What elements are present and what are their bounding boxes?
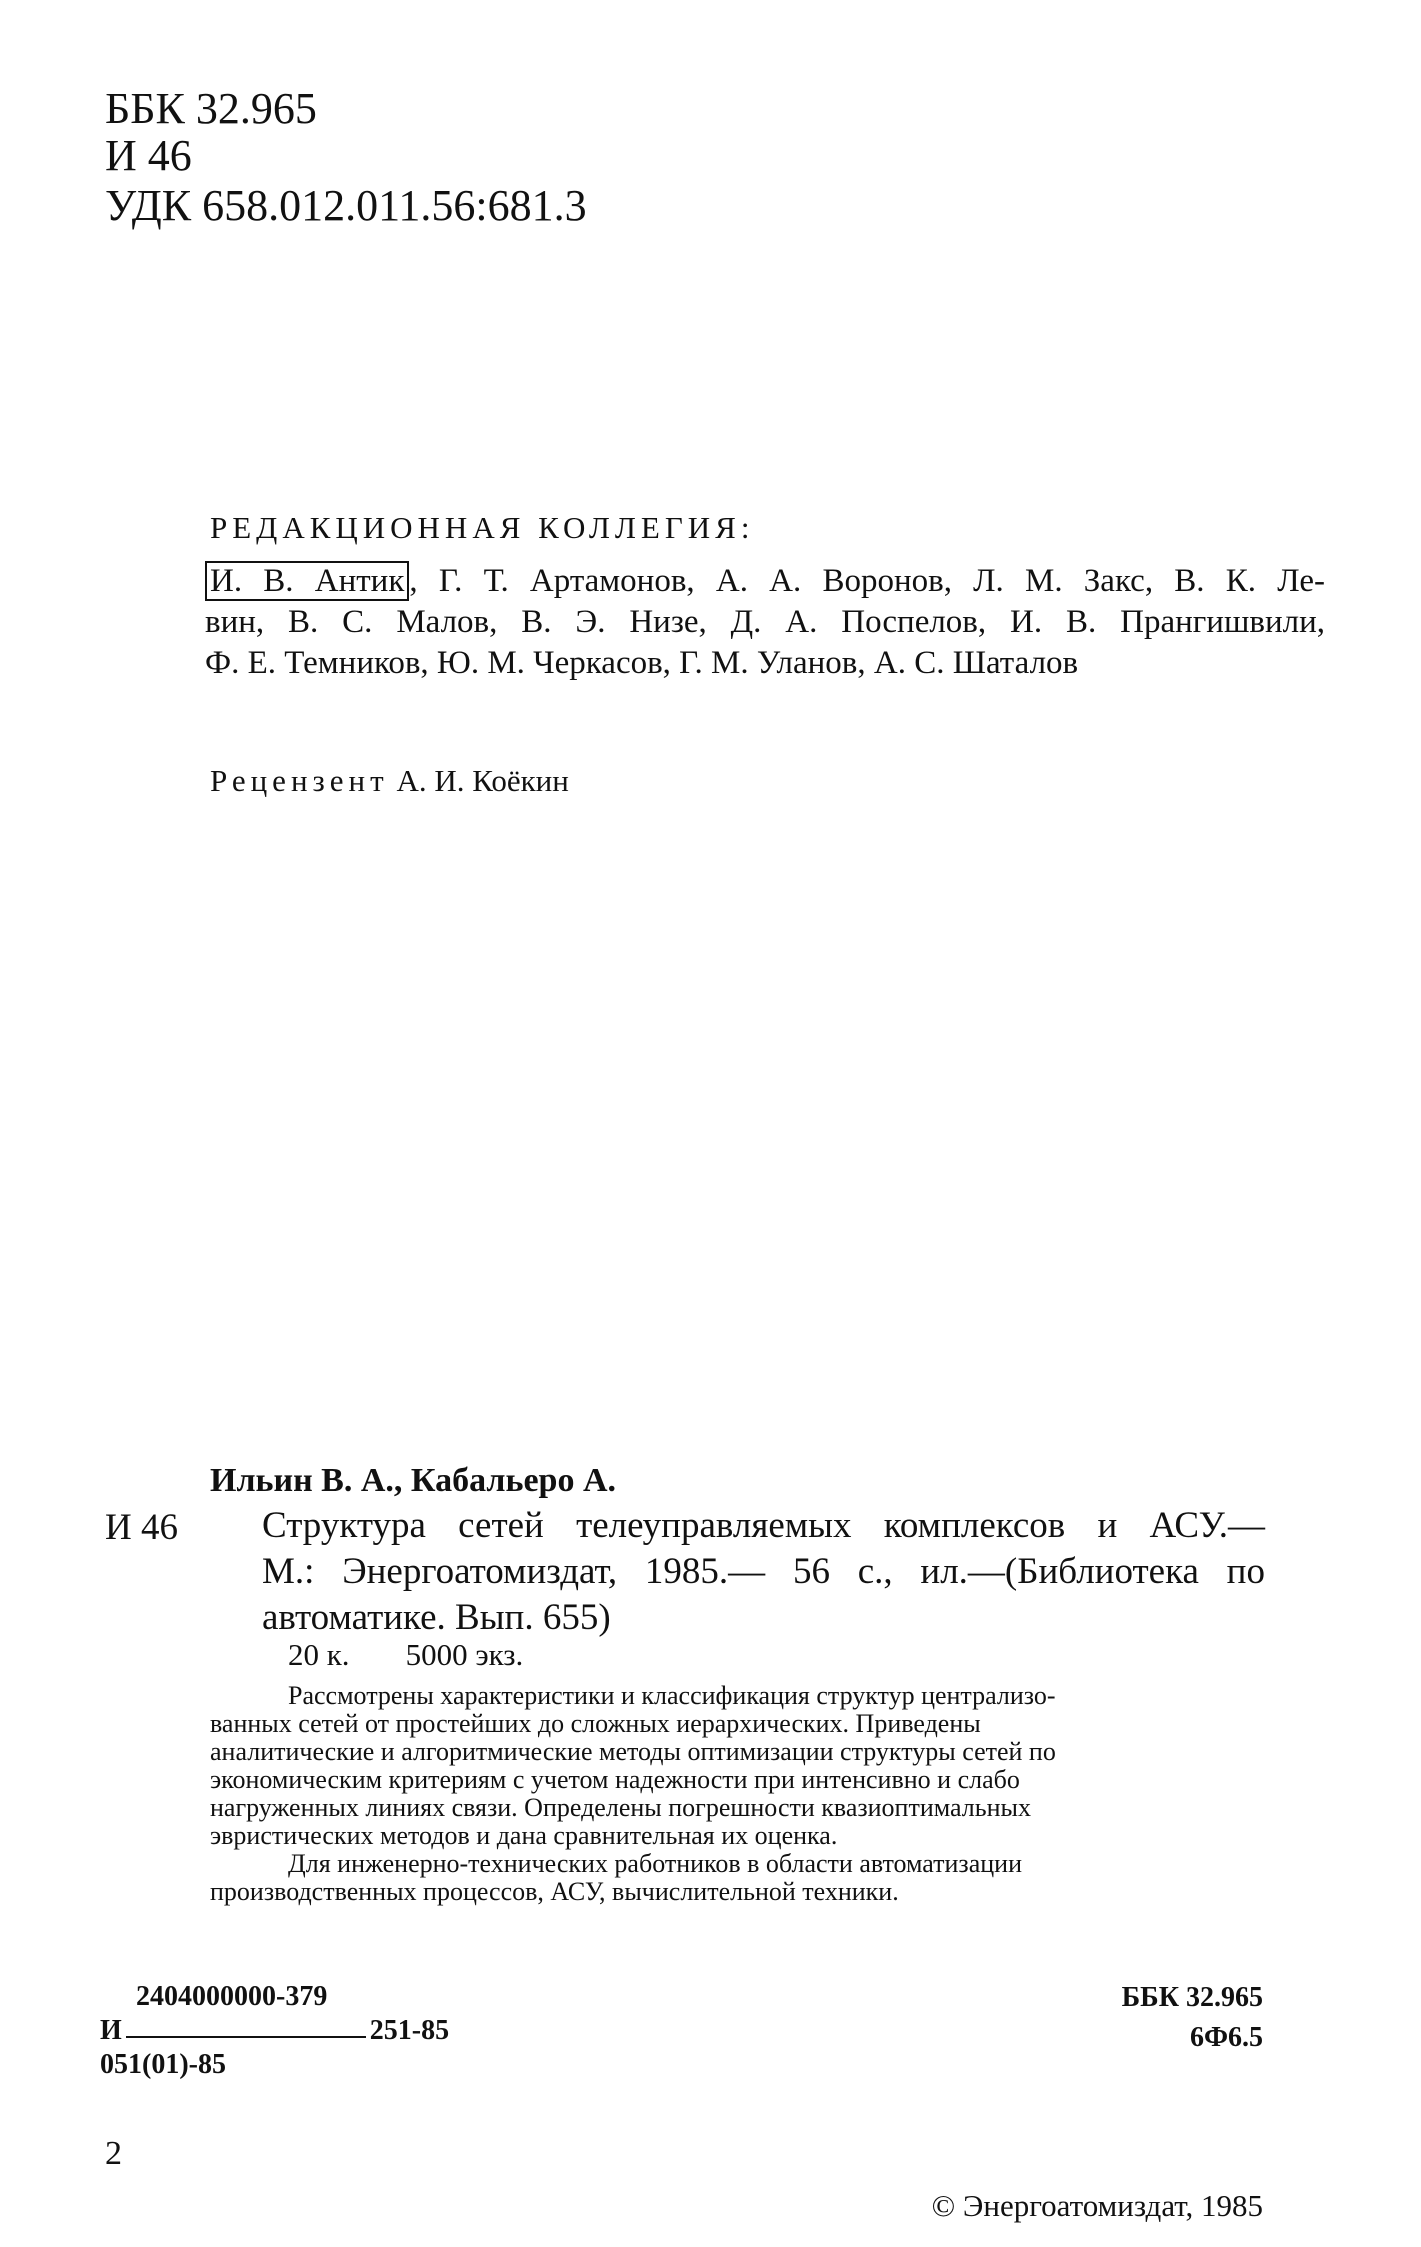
title-line-1: Структура сетей телеуправляемых комплексов и АСУ.— bbox=[262, 1505, 1265, 1546]
abstract-line: эвристических методов и дана сравнительная их оценка. bbox=[210, 1821, 838, 1850]
title-line-2: М.: Энергоатомиздат, 1985.— 56 с., ил.—(Библиотека по bbox=[262, 1551, 1265, 1592]
book-code: И 46 bbox=[105, 1507, 178, 1548]
bib-numerator: 2404000000-379 bbox=[136, 1981, 328, 2012]
bib-bbk-sub: 6Ф6.5 bbox=[1189, 2022, 1263, 2053]
udk-code: УДК 658.012.011.56:681.3 bbox=[105, 181, 587, 230]
editorial-board-members bbox=[205, 561, 1325, 684]
abstract bbox=[210, 1682, 1265, 1906]
author-mark: И 46 bbox=[105, 131, 192, 180]
abstract-line: Рассмотрены характеристики и классификация структур централизо- bbox=[288, 1681, 1056, 1710]
abstract-line: экономическим критериям с учетом надежности при интенсивно и слабо bbox=[210, 1765, 1020, 1794]
editorial-board-heading: РЕДАКЦИОННАЯ КОЛЛЕГИЯ: bbox=[210, 510, 755, 545]
audience-line: производственных процессов, АСУ, вычислительной техники. bbox=[210, 1877, 899, 1906]
reviewer-name: А. И. Коёкин bbox=[396, 763, 569, 798]
book-authors: Ильин В. А., Кабальеро А. bbox=[210, 1462, 617, 1499]
bib-suffix: 251-85 bbox=[369, 2015, 450, 2046]
members-line-3: Ф. Е. Темников, Ю. М. Черкасов, Г. М. Уланов, А. С. Шаталов bbox=[205, 645, 1079, 681]
members-line-1 bbox=[205, 561, 1325, 602]
page-number: 2 bbox=[105, 2135, 122, 2172]
bbk-code: ББК 32.965 bbox=[105, 84, 317, 133]
bibliographic-bbk bbox=[1122, 1978, 1263, 2058]
bib-denominator: 051(01)-85 bbox=[100, 2049, 226, 2080]
bibliographic-formula bbox=[100, 1980, 449, 2082]
members-line-1-rest: , Г. Т. Артамонов, А. А. Воронов, Л. М. Закс, В. К. Ле- bbox=[409, 563, 1325, 599]
price-and-copies bbox=[288, 1637, 523, 1673]
copyright: © Энергоатомиздат, 1985 bbox=[931, 2188, 1263, 2223]
abstract-line: нагруженных линиях связи. Определены погрешности квазиоптимальных bbox=[210, 1793, 1031, 1822]
bib-bbk: ББК 32.965 bbox=[1121, 1982, 1263, 2013]
bib-prefix: И bbox=[100, 2015, 122, 2046]
bib-fraction-line bbox=[126, 2036, 366, 2038]
audience-line: Для инженерно-технических работников в области автоматизации bbox=[288, 1849, 1022, 1878]
members-line-2: вин, В. С. Малов, В. Э. Низе, Д. А. Поспелов, И. В. Прангишвили, bbox=[205, 604, 1325, 640]
reviewer-label: Рецензент bbox=[210, 763, 389, 798]
bib-fraction-row bbox=[100, 2014, 449, 2048]
title-line-3: автоматике. Вып. 655) bbox=[262, 1597, 611, 1638]
book-title-block bbox=[262, 1503, 1265, 1641]
reviewer bbox=[210, 763, 569, 799]
copies: 5000 экз. bbox=[405, 1637, 524, 1672]
abstract-line: ванных сетей от простейших до сложных иерархических. Приведены bbox=[210, 1709, 981, 1738]
abstract-line: аналитические и алгоритмические методы оптимизации структуры сетей по bbox=[210, 1737, 1056, 1766]
boxed-member: И. В. Антик bbox=[205, 561, 409, 601]
price: 20 к. bbox=[288, 1637, 350, 1672]
